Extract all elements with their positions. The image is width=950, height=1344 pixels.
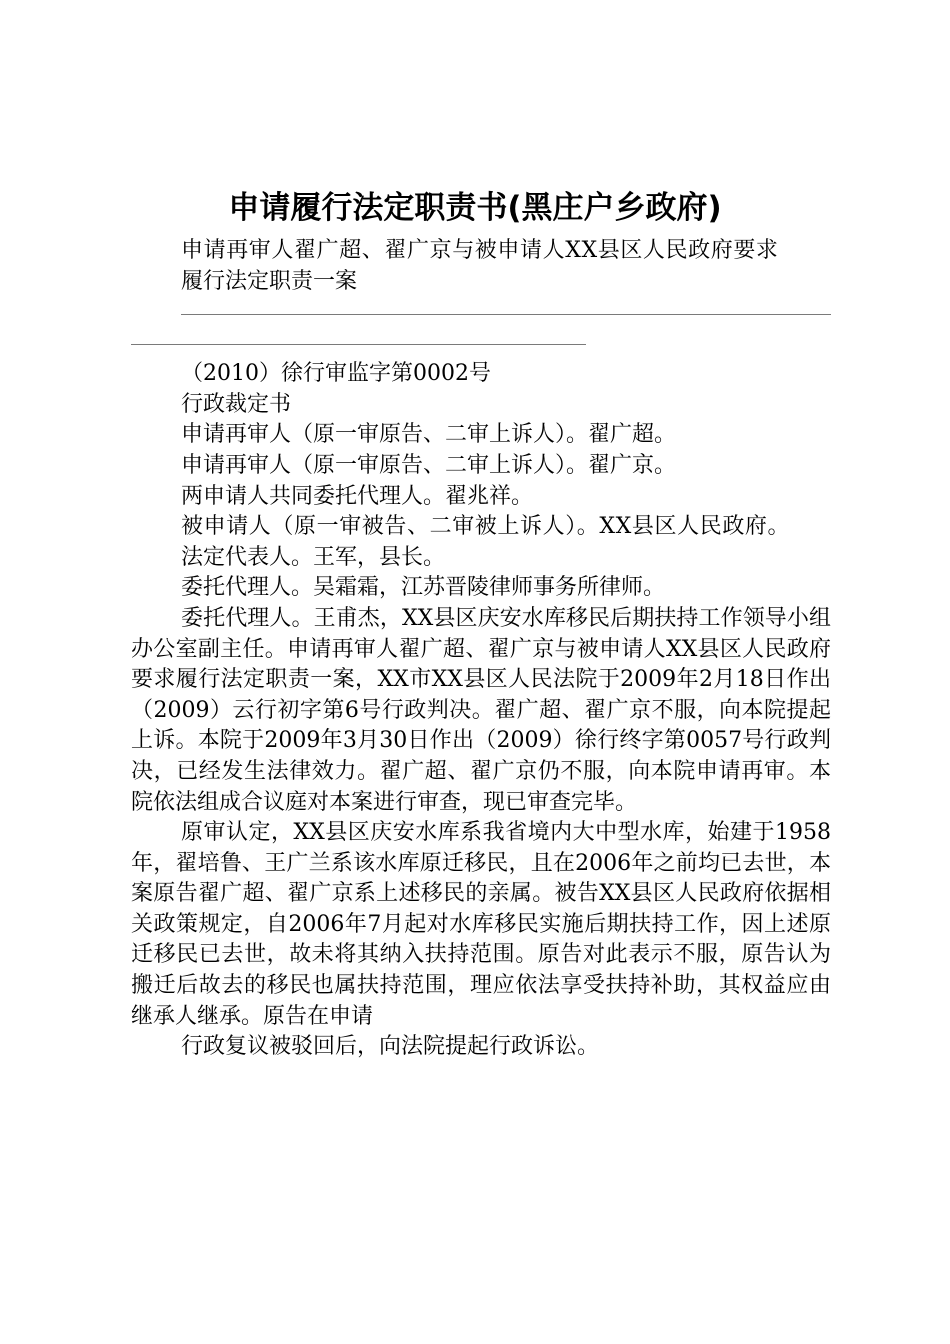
paragraph-applicant-1: 申请再审人（原一审原告、二审上诉人）。翟广超。 — [181, 422, 677, 448]
paragraph-joint-agent: 两申请人共同委托代理人。翟兆祥。 — [181, 483, 534, 509]
paragraph-respondent: 被申请人（原一审被告、二审被上诉人）。XX县区人民政府。 — [181, 514, 791, 540]
paragraph-agent-1: 委托代理人。吴霜霜，江苏晋陵律师事务所律师。 — [181, 575, 666, 601]
document-title: 申请履行法定职责书(黑庄户乡政府) — [228, 190, 722, 226]
paragraph-case-parties: 申请再审人翟广超、翟广京与被申请人XX县区人民政府要求 — [181, 238, 779, 263]
paragraph-agent-2-and-procedure: 委托代理人。王甫杰，XX县区庆安水库移民后期扶持工作领导小组办公室副主任。申请再审人翟广超、翟广京与被申请人XX县区人民政府要求履行法定职责一案，XX市XX县区人民法院于2009年2月18日作出（2009）云行初字第6号行政判决。翟广超、翟广京不服，向本院提起上诉。本院于2009年3月30日作出（2009）徐行终字第0057号行政判决，已经发生法律效力。翟广超、翟广京仍不服，向本院申请再审。本院依法组成合议庭对本案进行审查，现已审查完毕。 — [131, 605, 831, 815]
paragraph-document-type: 行政裁定书 — [181, 391, 292, 417]
separator-lines — [131, 297, 831, 359]
paragraph-original-findings: 原审认定，XX县区庆安水库系我省境内大中型水库，始建于1958年，翟培鲁、王广兰系该水库原迁移民，且在2006年之前均已去世，本案原告翟广超、翟广京系上述移民的亲属。被告XX县区人民政府依据相关政策规定，自2006年7月起对水库移民实施后期扶持工作，因上述原迁移民已去世，故未将其纳入扶持范围。原告对此表示不服，原告认为搬迁后故去的移民也属扶持范围，理应依法享受扶持补助，其权益应由继承人继承。原告在申请 — [131, 820, 831, 1029]
separator-line — [181, 314, 831, 315]
separator-line — [131, 344, 586, 345]
paragraph-case-subject: 履行法定职责一案 — [181, 268, 358, 294]
document-body — [131, 236, 831, 1063]
paragraph-lawsuit: 行政复议被驳回后，向法院提起行政诉讼。 — [181, 1034, 600, 1060]
paragraph-case-number: （2010）徐行审监字第0002号 — [181, 361, 491, 387]
paragraph-legal-representative: 法定代表人。王军，县长。 — [181, 544, 446, 570]
paragraph-applicant-2: 申请再审人（原一审原告、二审上诉人）。翟广京。 — [181, 452, 677, 478]
